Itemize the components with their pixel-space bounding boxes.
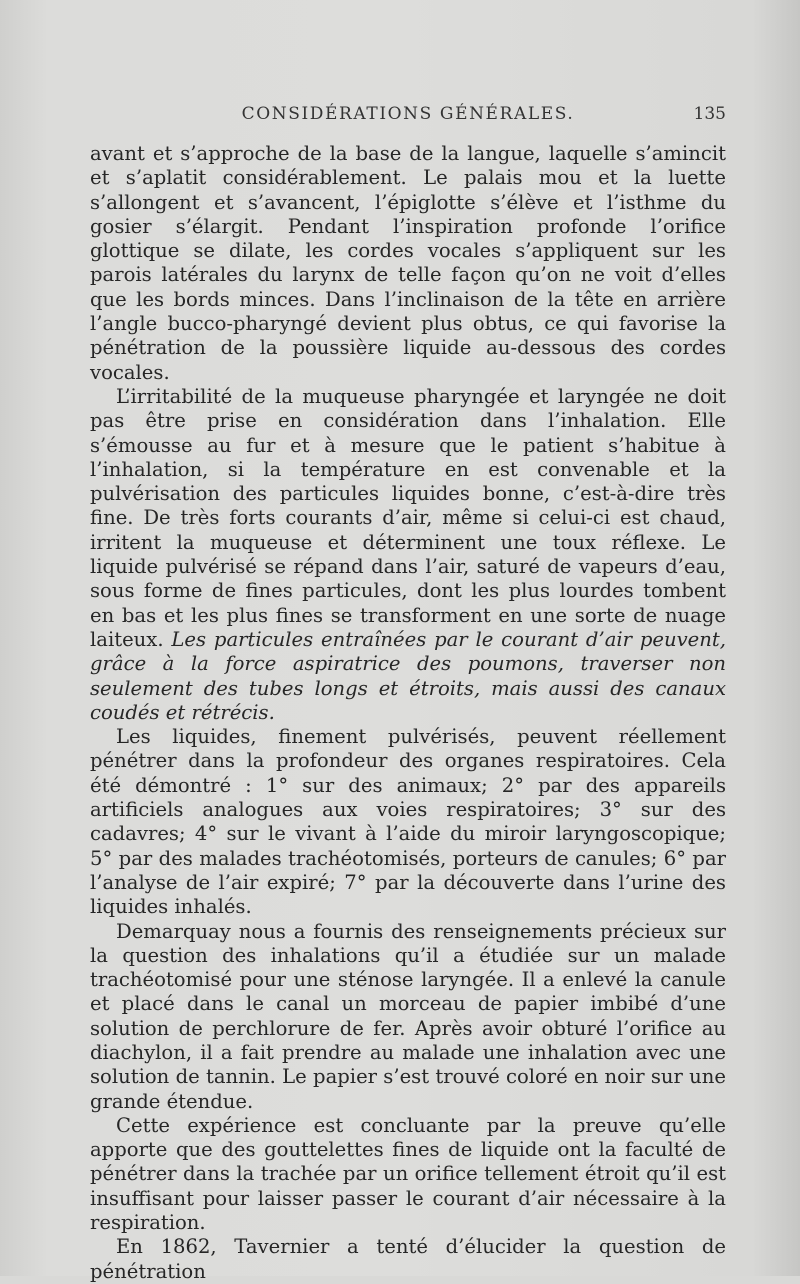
paragraph-1: avant et s’approche de la base de la langue, laquelle s’amincit et s’aplatit considérablement. Le palais mou et la luette s’allongent et s’avancent, l’épiglotte s’élève et l’isthme du gosier s’élargit. Pendant l’inspiration profonde l’orifice glottique se dilate, les cordes vocales s’appliquent sur les parois latérales du larynx de telle façon qu’on ne voit d’elles que les bords minces. Dans l’inclinaison de la tête en arrière l’angle bucco-pharyngé devient plus obtus, ce qui favorise la pénétration de la poussière liquide au-dessous des cordes vocales. bbox=[90, 142, 726, 384]
body-text bbox=[90, 142, 726, 1284]
paragraph-2-italic: Les particules entraînées par le courant d’air peuvent, grâce à la force aspiratrice des poumons, traverser non seulement des tubes longs et étroits, mais aussi des canaux coudés et rétrécis. bbox=[90, 627, 726, 724]
paragraph-2 bbox=[90, 385, 726, 725]
running-title: CONSIDÉRATIONS GÉNÉRALES. bbox=[241, 104, 575, 124]
paragraph-6: En 1862, Tavernier a tenté d’élucider la question de pénétration bbox=[90, 1235, 726, 1283]
paragraph-2-roman: L’irritabilité de la muqueuse pharyngée et laryngée ne doit pas être prise en considération dans l’inhalation. Elle s’émousse au fur et à mesure que le patient s’habitue à l’inhalation, si la température en est convenable et la pulvérisation des particules liquides bonne, c’est-à-dire très fine. De très forts courants d’air, même si celui-ci est chaud, irritent la muqueuse et déterminent une toux réflexe. Le liquide pulvérisé se répand dans l’air, saturé de vapeurs d’eau, sous forme de fines particules, dont les plus lourdes tombent en bas et les plus fines se transforment en une sorte de nuage laiteux. bbox=[90, 384, 726, 651]
page-number: 135 bbox=[693, 104, 726, 124]
paragraph-4: Demarquay nous a fournis des renseignements précieux sur la question des inhalations qu’il a étudiée sur un malade trachéotomisé pour une sténose laryngée. Il a enlevé la canule et placé dans le canal un morceau de papier imbibé d’une solution de perchlorure de fer. Après avoir obturé l’orifice au diachylon, il a fait prendre au malade une inhalation avec une solution de tannin. Le papier s’est trouvé coloré en noir sur une grande étendue. bbox=[90, 919, 726, 1113]
paragraph-3: Les liquides, finement pulvérisés, peuvent réellement pénétrer dans la profondeur des organes respiratoires. Cela été démontré : 1° sur des animaux; 2° par des appareils artificiels analogues aux voies respiratoires; 3° sur des cadavres; 4° sur le vivant à l’aide du miroir laryngoscopique; 5° par des malades trachéotomisés, porteurs de canules; 6° par l’analyse de l’air expiré; 7° par la découverte dans l’urine des liquides inhalés. bbox=[90, 725, 726, 919]
paragraph-5: Cette expérience est concluante par la preuve qu’elle apporte que des gouttelettes fines de liquide ont la faculté de pénétrer dans la trachée par un orifice tellement étroit qu’il est insuffisant pour laisser passer le courant d’air nécessaire à la respiration. bbox=[90, 1113, 726, 1235]
running-head bbox=[90, 104, 726, 130]
